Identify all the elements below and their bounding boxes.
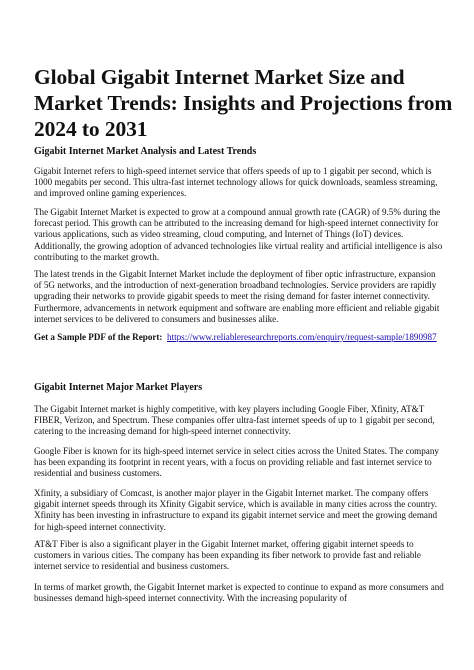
paragraph: Xfinity, a subsidiary of Comcast, is another major player in the Gigabit Internet market. The company offers gigabit internet speeds through its Xfinity Gigabit service, which is available in many cities across the country. Xfinity has been investing in infrastructure to expand its gigabit internet service and meet the growing demand for high-speed internet connectivity.: [34, 488, 438, 532]
sample-label: Get a Sample PDF of the Report:: [34, 332, 163, 342]
paragraph: The Gigabit Internet market is highly competitive, with key players including Google Fiber, Xfinity, AT&T FIBER, Verizon, and Spectrum. These companies offer ultra-fast internet speeds of up to 1 gigabit per second, catering to the increasing demand for high-speed internet connectivity.: [34, 404, 435, 437]
paragraph: The Gigabit Internet Market is expected to grow at a compound annual growth rate (CAGR) of 9.5% during the forecast period. This growth can be attributed to the increasing demand for high-speed internet connectivity for various applications, such as video streaming, cloud computing, and Internet of Things (IoT) devices. Additionally, the growing adoption of advanced technologies like virtual reality and artificial intelligence is also contributing to the market growth.: [34, 207, 443, 262]
paragraph: In terms of market growth, the Gigabit Internet market is expected to continue to expand as more consumers and businesses demand high-speed internet connectivity. With the increasing popularity of: [34, 582, 444, 604]
document-title: Global Gigabit Internet Market Size and Market Trends: Insights and Projections from 2024 to 2031: [34, 65, 453, 141]
section-heading-players: Gigabit Internet Major Market Players: [34, 382, 203, 393]
paragraph: Gigabit Internet refers to high-speed internet service that offers speeds of up to 1 gigabit per second, which is 1000 megabits per second. This ultra-fast internet technology allows for quick downloads, seamless streaming, and improved online gaming experiences.: [34, 166, 438, 199]
sample-request-line: [34, 332, 444, 343]
section-heading-analysis: Gigabit Internet Market Analysis and Latest Trends: [34, 146, 257, 157]
paragraph: The latest trends in the Gigabit Internet Market include the deployment of fiber optic infrastructure, expansion of 5G networks, and the introduction of next-generation broadband technologies. Service providers are rapidly upgrading their networks to provide gigabit speeds to meet the rising demand for faster internet connectivity. Furthermore, advancements in network equipment and software are enabling more efficient and reliable gigabit internet services to be delivered to consumers and businesses alike.: [34, 269, 440, 324]
paragraph: Google Fiber is known for its high-speed internet service in select cities across the United States. The company has been expanding its footprint in recent years, with a focus on providing reliable and fast internet service to residential and business customers.: [34, 446, 439, 479]
sample-link[interactable]: https://www.reliableresearchreports.com/enquiry/request-sample/1890987: [167, 332, 437, 342]
paragraph: AT&T Fiber is also a significant player in the Gigabit Internet market, offering gigabit internet speeds to customers in various cities. The company has been expanding its fiber network to provide fast and reliable internet service to residential and business customers.: [34, 539, 421, 572]
